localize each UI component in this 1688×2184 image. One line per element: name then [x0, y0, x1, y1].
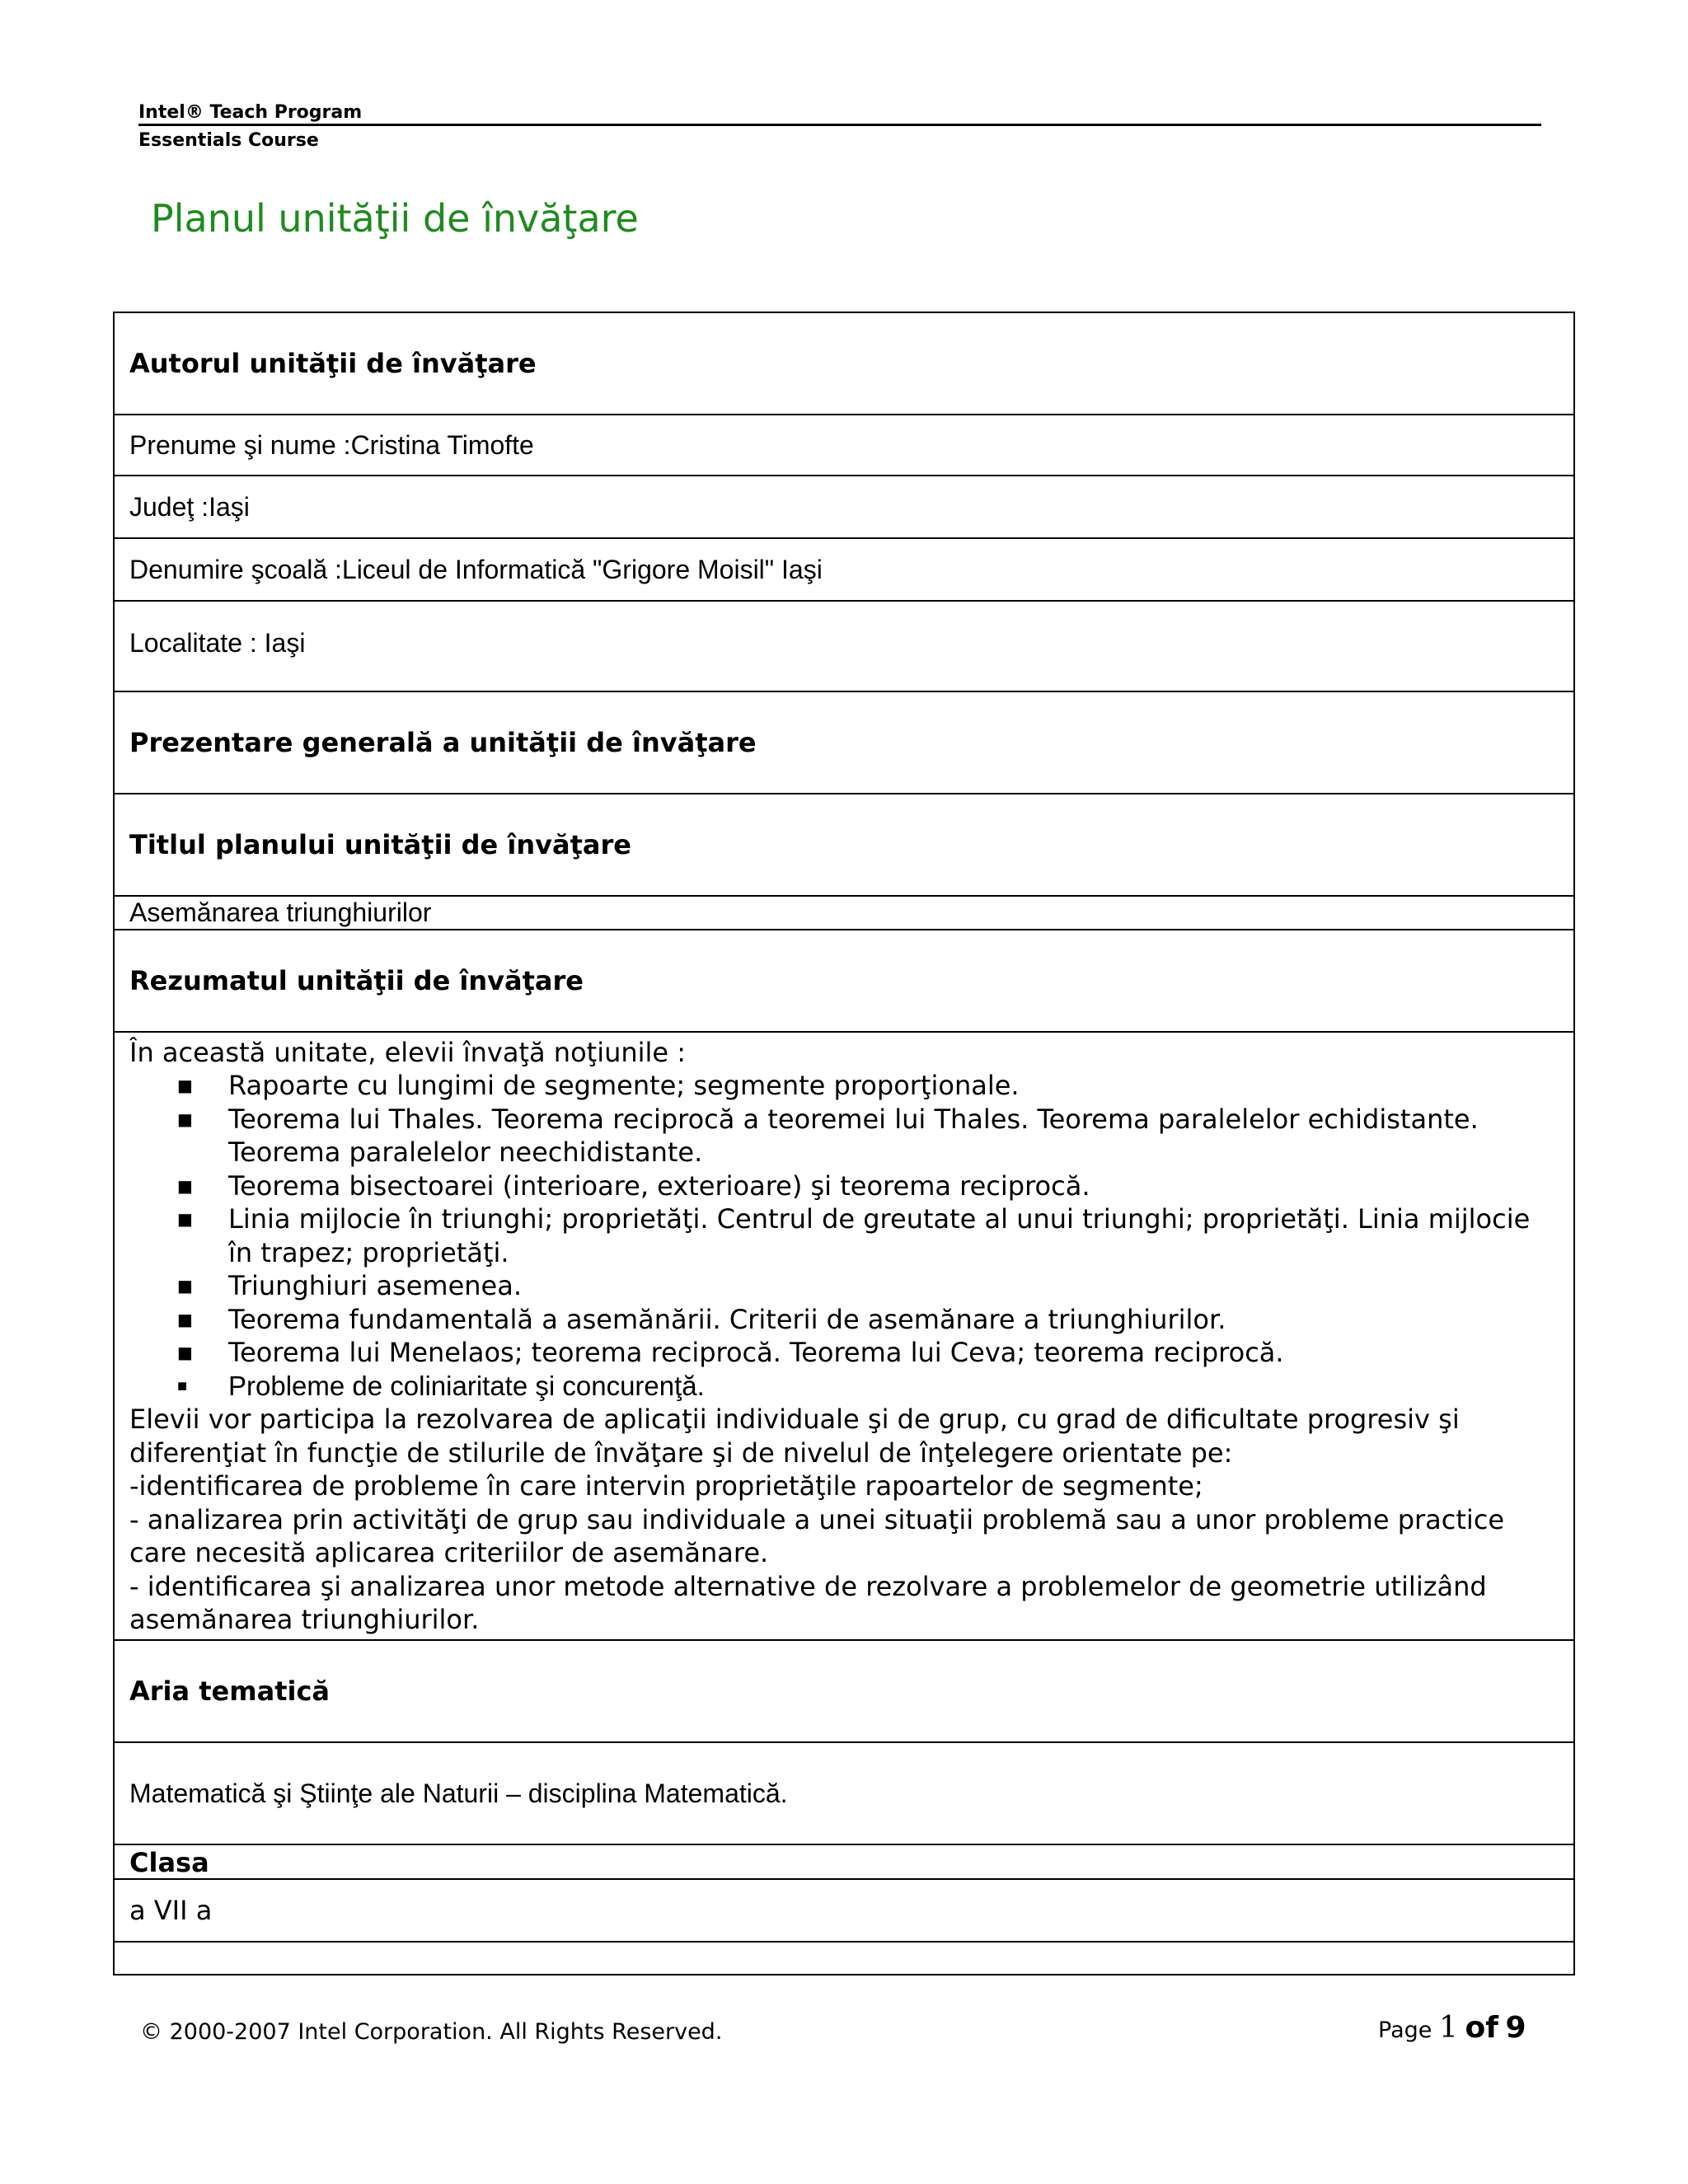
summary-bullet: ■ Triunghiuri asemenea.	[177, 1270, 523, 1301]
square-bullet-icon: ■	[177, 1309, 193, 1329]
summary-bullet: ■ Teorema fundamentală a asemănării. Criterii de asemănare a triunghiurilor.	[177, 1303, 1226, 1335]
square-bullet-icon: ■	[177, 1209, 193, 1229]
square-bullet-icon: ■	[177, 1175, 193, 1196]
header-course: Essentials Course	[138, 130, 319, 151]
square-bullet-icon: ■	[177, 1108, 193, 1129]
summary-content	[114, 1032, 1574, 1640]
summary-bullet: ■ Linia mijlocie în triunghi; proprietăţi. Centrul de greutate al unui triunghi; proprietăţi. Linia mijlocie în trapez; proprietăţi.	[177, 1203, 1531, 1268]
summary-bullet: ■ Teorema lui Menelaos; teorema reciprocă. Teorema lui Ceva; teorema reciprocă.	[177, 1337, 1284, 1368]
overview-heading: Prezentare generală a unităţii de învăţare	[114, 691, 1574, 794]
summary-paragraph: - identificarea şi analizarea unor metode alternative de rezolvare a problemelor de geometrie utilizând asemănarea triunghiurilor.	[129, 1570, 1487, 1635]
page-total: 9	[1505, 2011, 1526, 2045]
page-label: Page	[1378, 2018, 1432, 2043]
title-heading: Titlul planului unităţii de învăţare	[114, 794, 1574, 896]
summary-bullet: ■ Probleme de coliniaritate şi concurenţă.	[129, 1370, 1559, 1404]
copyright-notice: © 2000-2007 Intel Corporation. All Rights Reserved.	[140, 2019, 723, 2045]
header-divider	[138, 124, 1541, 126]
summary-heading: Rezumatul unităţii de învăţare	[114, 930, 1574, 1032]
summary-bullet: ■ Teorema bisectoarei (interioare, exterioare) şi teorema reciprocă.	[177, 1169, 1090, 1202]
summary-intro: În această unitate, elevii învaţă noţiunile :	[129, 1036, 687, 1068]
summary-paragraph: -identificarea de probleme în care intervin proprietăţile rapoartelor de segmente;	[129, 1470, 1203, 1502]
square-bullet-icon: ■	[177, 1076, 193, 1095]
author-heading: Autorul unităţii de învăţare	[114, 312, 1574, 415]
class-value: a VII a	[114, 1879, 1574, 1942]
header-program: Intel® Teach Program	[138, 102, 363, 123]
topic-value: Matematică şi Ştiinţe ale Naturii – disciplina Matematică.	[114, 1742, 1574, 1844]
running-header	[138, 99, 1540, 155]
author-locality: Localitate : Iaşi	[114, 601, 1574, 691]
empty-row	[114, 1942, 1574, 1975]
topic-heading: Aria tematică	[114, 1640, 1574, 1742]
author-school: Denumire şcoală :Liceul de Informatică "Grigore Moisil" Iaşi	[114, 538, 1574, 601]
summary-bullet: ■ Rapoarte cu lungimi de segmente; segmente proporţionale.	[177, 1070, 1020, 1101]
square-bullet-icon: ■	[177, 1343, 193, 1362]
summary-paragraph: - analizarea prin activităţi de grup sau individuale a unei situaţii problemă sau a unor probleme practice care necesită aplicarea criteriilor de asemănare.	[129, 1503, 1505, 1568]
summary-paragraph: Elevii vor participa la rezolvarea de aplicaţii individuale şi de grup, cu grad de dificultate progresiv şi diferenţiat în funcţie de stilurile de învăţare şi de nivelul de înţelegere orientate pe:	[129, 1404, 1460, 1469]
unit-plan-table	[113, 312, 1575, 1975]
author-name: Prenume şi nume :Cristina Timofte	[114, 415, 1574, 476]
square-bullet-icon: ■	[177, 1276, 193, 1296]
author-county: Judeţ :Iaşi	[114, 476, 1574, 538]
square-bullet-icon: ■	[177, 1376, 188, 1395]
summary-bullet-list	[129, 1069, 1559, 1403]
summary-bullet: ■ Teorema lui Thales. Teorema reciprocă a teoremei lui Thales. Teorema paralelelor echidistante. Teorema paralelelor neechidistante.	[177, 1103, 1479, 1168]
of-label: of	[1465, 2011, 1498, 2045]
page-indicator	[1378, 2011, 1526, 2045]
class-heading: Clasa	[114, 1844, 1574, 1879]
document-title: Planul unităţii de învăţare	[151, 196, 639, 241]
page-number: 1	[1438, 2011, 1458, 2045]
title-value: Asemănarea triunghiurilor	[114, 896, 1574, 930]
